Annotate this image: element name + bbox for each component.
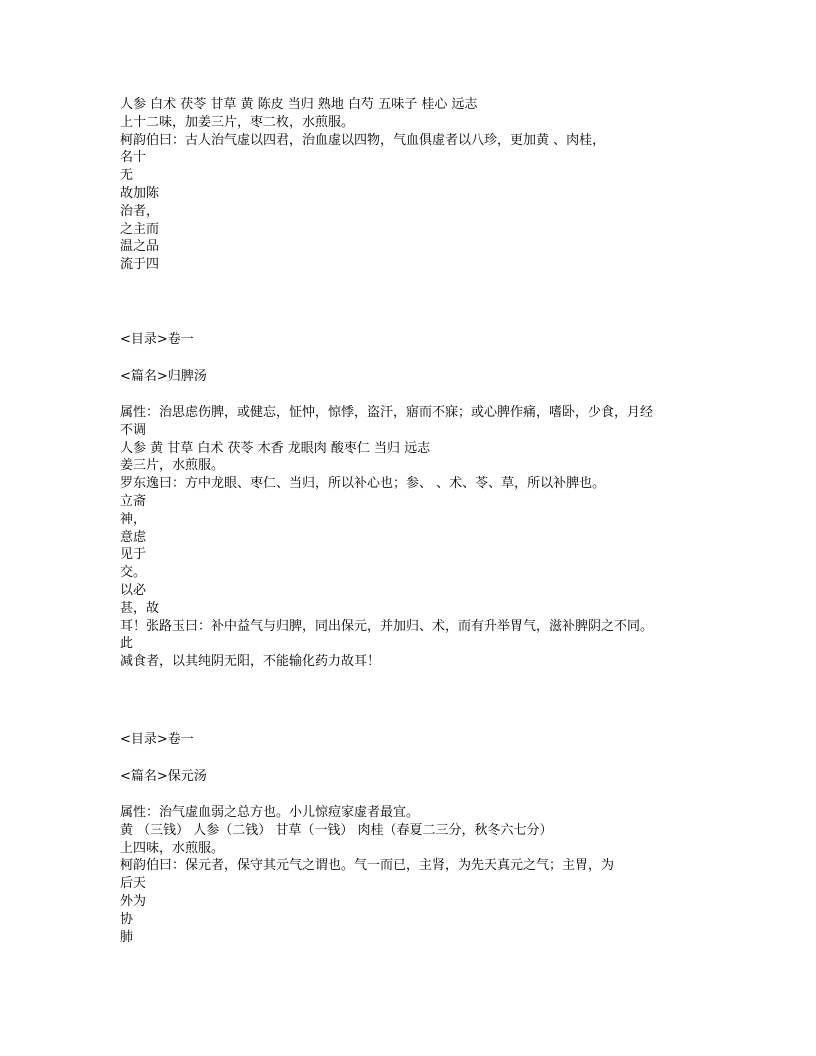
chapter-title: <篇名>保元汤 <box>120 769 207 784</box>
text-line: 无 <box>120 168 134 184</box>
text-line: 属性：治思虑伤脾，或健忘，怔忡，惊悸，盗汗，寤而不寐；或心脾作痛，嗜卧，少食，月经 <box>120 405 654 420</box>
section-1 <box>120 96 760 274</box>
text-line: 柯韵伯曰：保元者，保守其元气之谓也。气一而已，主肾，为先天真元之气；主胃，为 <box>120 858 615 874</box>
text-line: 流于四 <box>120 257 160 273</box>
text-line: 上四味，水煎服。 <box>120 840 225 856</box>
text-line: 名十 <box>120 150 147 166</box>
section-3-title <box>120 768 760 786</box>
text-line: 故加陈 <box>120 185 160 201</box>
text-line: 不调 <box>120 422 147 438</box>
text-line: 姜三片，水煎服。 <box>120 458 225 474</box>
text-line: 交。 <box>120 565 147 581</box>
text-line: 协 <box>120 911 134 927</box>
text-line: 此 <box>120 636 134 652</box>
text-line: 后天 <box>120 876 147 892</box>
text-line: 之主而 <box>120 221 160 237</box>
text-line: 意虑 <box>120 529 147 545</box>
text-line: 属性：治气虚血弱之总方也。小儿惊痘家虚者最宜。 <box>120 805 420 820</box>
catalog-heading: <目录>卷一 <box>120 332 194 347</box>
text-line: 神， <box>120 511 147 527</box>
text-line: 肺 <box>120 929 134 945</box>
text-line: 外为 <box>120 893 147 909</box>
text-line: 人参 白术 茯苓 甘草 黄 陈皮 当归 熟地 白芍 五味子 桂心 远志 <box>120 97 478 112</box>
text-line: 甚，故 <box>120 600 160 616</box>
text-line: 治者， <box>120 203 160 219</box>
section-2-body <box>120 404 760 671</box>
text-line: 黄 （三钱） 人参（二钱） 甘草（一钱） 肉桂（春夏二三分，秋冬六七分） <box>120 822 553 838</box>
section-2-title <box>120 368 760 386</box>
chapter-title: <篇名>归脾汤 <box>120 369 207 384</box>
text-line: 人参 黄 甘草 白术 茯苓 木香 龙眼肉 酸枣仁 当归 远志 <box>120 440 431 456</box>
text-line: 以必 <box>120 582 147 598</box>
catalog-heading: <目录>卷一 <box>120 732 194 747</box>
text-line: 温之品 <box>120 239 160 255</box>
text-line: 立斋 <box>120 493 147 509</box>
section-2 <box>120 331 760 349</box>
text-line: 见于 <box>120 547 147 563</box>
text-line: 罗东逸曰：方中龙眼、枣仁、当归，所以补心也；参、 、术、苓、草，所以补脾也。 <box>120 476 606 492</box>
section-3 <box>120 731 760 749</box>
text-line: 柯韵伯曰：古人治气虚以四君，治血虚以四物，气血俱虚者以八珍，更加黄 、肉桂， <box>120 132 606 148</box>
text-line: 上十二味，加姜三片，枣二枚，水煎服。 <box>120 114 355 130</box>
text-line: 减食者，以其纯阴无阳，不能输化药力故耳！ <box>120 654 381 670</box>
text-line: 耳！张路玉曰：补中益气与归脾，同出保元，并加归、术，而有升举胃气，滋补脾阴之不同。 <box>120 618 654 634</box>
section-3-body <box>120 804 760 946</box>
